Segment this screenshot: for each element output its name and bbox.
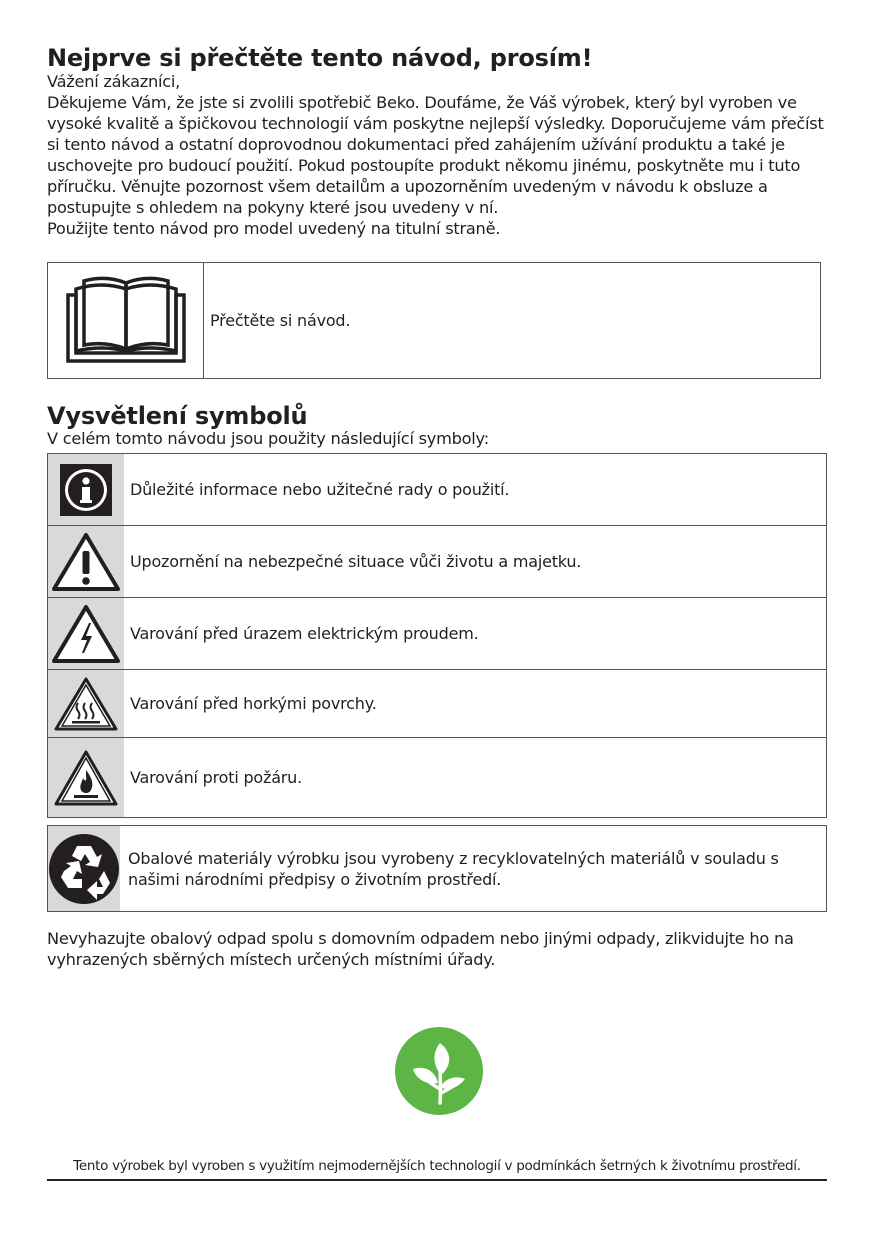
open-book-icon xyxy=(48,263,204,378)
recycle-box xyxy=(47,825,827,912)
electric-shock-icon xyxy=(48,598,124,669)
recycle-text: Obalové materiály výrobku jsou vyrobeny z recyklovatelných materiálů v souladu s našimi národními předpisy o životním prostředí. xyxy=(128,848,779,889)
symbols-table xyxy=(47,453,827,818)
symbol-row-info xyxy=(48,454,826,525)
recycle-icon xyxy=(48,826,120,911)
intro-text xyxy=(47,71,827,239)
symbol-row-electric xyxy=(48,597,826,669)
symbol-fire-text: Varování proti požáru. xyxy=(130,768,302,787)
symbol-row-hot-surface xyxy=(48,669,826,737)
footer-divider xyxy=(47,1179,827,1181)
warning-icon xyxy=(48,526,124,597)
hot-surface-icon xyxy=(48,670,124,737)
eco-leaf-icon xyxy=(395,1027,483,1115)
symbol-hot-surface-text: Varování před horkými povrchy. xyxy=(130,694,377,713)
fire-icon xyxy=(48,738,124,817)
info-icon xyxy=(48,454,124,525)
symbol-warning-text: Upozornění na nebezpečné situace vůči životu a majetku. xyxy=(130,552,582,571)
intro-paragraph: Děkujeme Vám, že jste si zvolili spotřebič Beko. Doufáme, že Váš výrobek, který byl vyroben ve vysoké kvalitě a špičkovou technologií vám poskytne nejlepší výsledky. Doporučujeme vám přečíst si tento návod a ostatní doprovodnou dokumentaci před zahájením užívání produktu a také je uschovejte pro budoucí použití. Pokud postoupíte produkt někomu jinému, poskytněte mu i tuto příručku. Věnujte pozornost všem detailům a upozorněním uvedeným v návodu k obsluze a postupujte s ohledem na pokyny které jsou uvedeny v ní. xyxy=(47,93,824,217)
footer-text: Tento výrobek byl vyroben s využitím nejmodernějších technologií v podmínkách šetrných k životnímu prostředí. xyxy=(73,1158,801,1174)
symbol-info-text: Důležité informace nebo užitečné rady o použití. xyxy=(130,480,510,499)
read-manual-text: Přečtěte si návod. xyxy=(210,311,351,330)
symbol-electric-text: Varování před úrazem elektrickým proudem. xyxy=(130,624,479,643)
symbols-heading: Vysvětlení symbolů xyxy=(47,402,308,430)
greeting: Vážení zákazníci, xyxy=(47,72,181,91)
model-note: Použijte tento návod pro model uvedený na titulní straně. xyxy=(47,219,501,238)
symbol-row-fire xyxy=(48,737,826,817)
symbols-intro: V celém tomto návodu jsou použity následující symboly: xyxy=(47,429,489,448)
symbol-row-warning xyxy=(48,525,826,597)
waste-disposal-text: Nevyhazujte obalový odpad spolu s domovním odpadem nebo jinými odpady, zlikvidujte ho na vyhrazených sběrných místech určených místními úřady. xyxy=(47,929,794,969)
read-manual-box xyxy=(47,262,821,379)
page-title: Nejprve si přečtěte tento návod, prosím! xyxy=(47,44,593,72)
